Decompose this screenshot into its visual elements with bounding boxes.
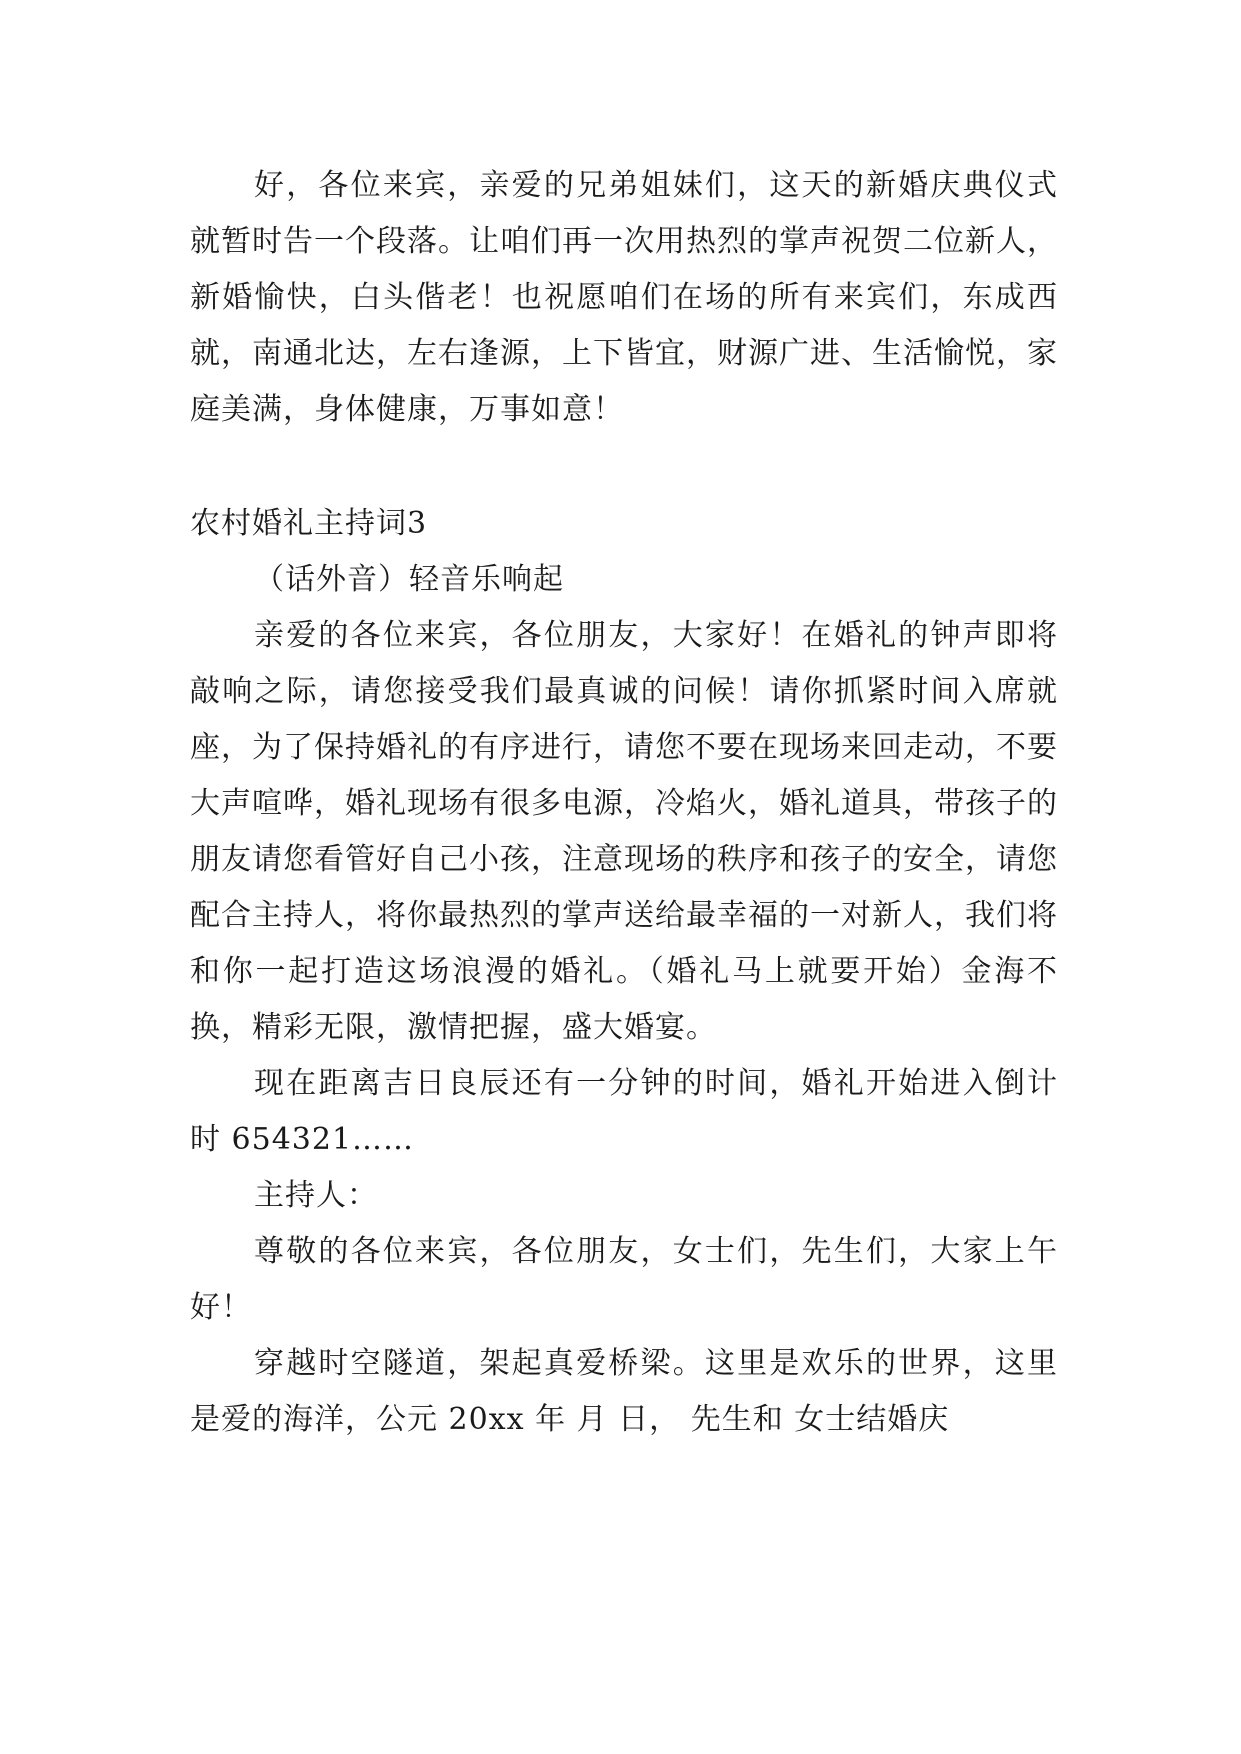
- section-heading: 农村婚礼主持词3: [190, 506, 428, 541]
- document-body: [190, 158, 1058, 1448]
- countdown-paragraph: 现在距离吉日良辰还有一分钟的时间，婚礼开始进入倒计时 654321……: [190, 1066, 1058, 1157]
- ceremony-paragraph: 穿越时空隧道，架起真爱桥梁。这里是欢乐的世界，这里是爱的海洋，公元 20xx 年 月 日， 先生和 女士结婚庆: [190, 1346, 1058, 1437]
- opening-paragraph: 亲爱的各位来宾，各位朋友，大家好！在婚礼的钟声即将敲响之际，请您接受我们最真诚的问候！请你抓紧时间入席就座，为了保持婚礼的有序进行，请您不要在现场来回走动，不要大声喧哗，婚礼现场有很多电源，冷焰火，婚礼道具，带孩子的朋友请您看管好自己小孩，注意现场的秩序和孩子的安全，请您配合主持人，将你最热烈的掌声送给最幸福的一对新人，我们将和你一起打造这场浪漫的婚礼。（婚礼马上就要开始）金海不换，精彩无限，激情把握，盛大婚宴。: [190, 618, 1058, 1045]
- greeting-paragraph: 尊敬的各位来宾，各位朋友，女士们，先生们，大家上午好！: [190, 1234, 1058, 1325]
- closing-paragraph: 好，各位来宾，亲爱的兄弟姐妹们，这天的新婚庆典仪式就暂时告一个段落。让咱们再一次用热烈的掌声祝贺二位新人，新婚愉快，白头偕老！也祝愿咱们在场的所有来宾们，东成西就，南通北达，左右逢源，上下皆宜，财源广进、生活愉悦，家庭美满，身体健康，万事如意！: [190, 168, 1058, 427]
- host-label: 主持人：: [254, 1178, 378, 1213]
- stage-direction: （话外音）轻音乐响起: [254, 562, 564, 597]
